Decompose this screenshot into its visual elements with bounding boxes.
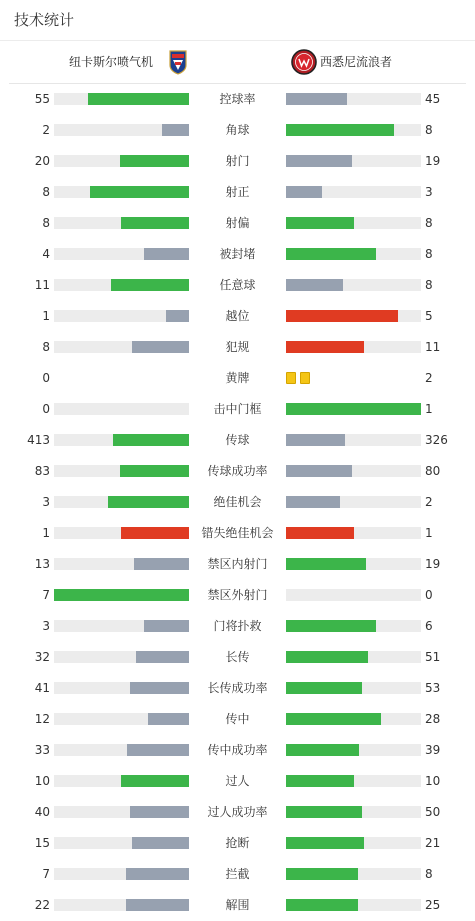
away-stat-bar: [286, 310, 421, 322]
stat-label: 被封堵: [219, 247, 256, 261]
stat-row: [0, 146, 475, 177]
home-stat-value: 3: [42, 495, 50, 509]
stat-row: [0, 487, 475, 518]
away-stat-value: 8: [425, 216, 433, 230]
home-stat-value: 15: [34, 836, 50, 850]
stat-row: [0, 270, 475, 301]
home-stat-bar: [54, 434, 189, 446]
away-stat-bar-fill: [286, 93, 347, 105]
home-team-name[interactable]: 纽卡斯尔喷气机: [68, 55, 153, 69]
away-stat-bar: [286, 527, 421, 539]
away-stat-bar-fill: [286, 217, 354, 229]
home-stat-value: 40: [34, 805, 50, 819]
away-stat-bar-fill: [286, 124, 394, 136]
stat-label: 越位: [225, 309, 250, 323]
home-stat-bar-fill: [126, 899, 189, 911]
stat-row: [0, 456, 475, 487]
yellow-card-icon: [286, 372, 296, 384]
stat-label: 错失绝佳机会: [201, 526, 274, 540]
home-stat-bar: [54, 93, 189, 105]
away-stat-value: 8: [425, 123, 433, 137]
away-stat-bar-fill: [286, 775, 354, 787]
stat-row: [0, 177, 475, 208]
stat-label: 射正: [225, 185, 250, 199]
away-stat-value: 19: [425, 154, 441, 168]
home-stat-bar-fill: [111, 279, 189, 291]
away-stat-bar-fill: [286, 186, 322, 198]
away-stat-bar-fill: [286, 837, 364, 849]
stat-row: [0, 332, 475, 363]
home-stat-value: 8: [42, 340, 50, 354]
home-stat-bar-fill: [120, 465, 189, 477]
away-stat-value: 25: [425, 898, 441, 912]
stat-label: 禁区外射门: [207, 588, 268, 602]
home-stat-bar: [54, 403, 189, 415]
away-stat-bar: [286, 155, 421, 167]
stat-row: [0, 394, 475, 425]
away-stat-value: 6: [425, 619, 433, 633]
away-stat-value: 8: [425, 867, 433, 881]
home-stat-bar-fill: [144, 620, 189, 632]
away-stat-bar-fill: [286, 155, 352, 167]
away-stat-bar-fill: [286, 434, 345, 446]
home-stat-value: 20: [34, 154, 50, 168]
away-stat-bar: [286, 713, 421, 725]
home-stat-value: 13: [34, 557, 50, 571]
away-stat-value: 8: [425, 247, 433, 261]
away-stat-value: 2: [425, 371, 433, 385]
away-stat-bar: [286, 589, 421, 601]
away-stat-value: 5: [425, 309, 433, 323]
stat-row: [0, 115, 475, 146]
stat-label: 黄牌: [225, 371, 250, 385]
home-stat-bar: [54, 496, 189, 508]
stat-label: 禁区内射门: [207, 557, 268, 571]
away-stat-bar-fill: [286, 403, 421, 415]
away-stat-bar-fill: [286, 682, 362, 694]
away-stat-bar-fill: [286, 744, 359, 756]
stat-row: [0, 828, 475, 859]
home-stat-value: 0: [42, 371, 50, 385]
away-stat-bar: [286, 217, 421, 229]
home-stat-bar-fill: [162, 124, 189, 136]
stat-row: [0, 84, 475, 115]
home-stat-value: 7: [42, 867, 50, 881]
home-stat-value: 7: [42, 588, 50, 602]
away-stat-bar: [286, 496, 421, 508]
away-stat-value: 11: [425, 340, 441, 354]
away-stat-bar: [286, 744, 421, 756]
stat-row: [0, 301, 475, 332]
away-stat-value: 19: [425, 557, 441, 571]
stat-label: 任意球: [219, 278, 256, 292]
home-stat-bar: [54, 744, 189, 756]
stat-label: 射门: [225, 154, 250, 168]
away-stat-bar: [286, 620, 421, 632]
western-sydney-wanderers-logo-icon[interactable]: [291, 49, 317, 75]
away-stat-value: 21: [425, 836, 441, 850]
away-stat-value: 28: [425, 712, 441, 726]
away-yellow-cards: [286, 372, 314, 384]
home-stat-value: 12: [34, 712, 50, 726]
home-stat-bar-fill: [113, 434, 189, 446]
away-stat-value: 326: [425, 433, 448, 447]
home-stat-value: 55: [34, 92, 50, 106]
stat-label: 射偏: [225, 216, 250, 230]
away-stat-bar: [286, 651, 421, 663]
stat-label: 长传成功率: [207, 681, 268, 695]
away-stat-bar: [286, 341, 421, 353]
stat-row: [0, 611, 475, 642]
away-stat-bar: [286, 403, 421, 415]
home-stat-value: 8: [42, 185, 50, 199]
away-stat-bar-fill: [286, 620, 376, 632]
away-stat-bar: [286, 248, 421, 260]
home-stat-bar-fill: [136, 651, 189, 663]
home-stat-value: 1: [42, 526, 50, 540]
stat-row: [0, 363, 475, 394]
stat-label: 犯规: [225, 340, 250, 354]
home-stat-bar: [54, 558, 189, 570]
home-stat-value: 10: [34, 774, 50, 788]
home-stat-bar: [54, 465, 189, 477]
home-stat-bar-fill: [121, 217, 189, 229]
stat-label: 传中: [225, 712, 250, 726]
page-title: 技术统计: [0, 0, 475, 41]
stat-row: [0, 766, 475, 797]
away-stat-value: 39: [425, 743, 441, 757]
home-stat-bar: [54, 186, 189, 198]
away-stat-bar: [286, 682, 421, 694]
home-stat-bar-fill: [126, 868, 189, 880]
home-stat-bar-fill: [144, 248, 189, 260]
home-stat-bar-fill: [130, 806, 189, 818]
home-stat-bar-fill: [54, 589, 189, 601]
away-stat-value: 50: [425, 805, 441, 819]
home-stat-value: 8: [42, 216, 50, 230]
away-stat-value: 3: [425, 185, 433, 199]
home-stat-bar-fill: [130, 682, 189, 694]
away-stat-bar-fill: [286, 806, 362, 818]
away-stat-bar-fill: [286, 341, 364, 353]
home-stat-bar: [54, 868, 189, 880]
home-stat-bar-fill: [88, 93, 189, 105]
home-stat-bar: [54, 620, 189, 632]
home-stat-value: 413: [27, 433, 50, 447]
home-stat-bar: [54, 775, 189, 787]
home-stat-bar-fill: [120, 155, 189, 167]
away-stat-bar: [286, 186, 421, 198]
away-stat-bar: [286, 806, 421, 818]
stat-label: 拦截: [225, 867, 250, 881]
stat-label: 传球: [225, 433, 250, 447]
home-stat-bar-fill: [134, 558, 189, 570]
stat-label: 控球率: [219, 92, 256, 106]
away-stat-value: 10: [425, 774, 441, 788]
away-stat-value: 51: [425, 650, 441, 664]
stat-label: 绝佳机会: [213, 495, 262, 509]
home-stat-bar: [54, 589, 189, 601]
home-stat-value: 22: [34, 898, 50, 912]
home-stat-bar: [54, 527, 189, 539]
away-stat-value: 45: [425, 92, 441, 106]
away-stat-bar-fill: [286, 279, 343, 291]
stat-row: [0, 673, 475, 704]
away-stat-bar: [286, 837, 421, 849]
stat-row: [0, 735, 475, 766]
stat-label: 击中门框: [213, 402, 262, 416]
away-stat-value: 80: [425, 464, 441, 478]
away-stat-bar-fill: [286, 868, 358, 880]
away-stat-bar-fill: [286, 651, 368, 663]
home-stat-bar-fill: [148, 713, 189, 725]
home-stat-bar-fill: [166, 310, 189, 322]
home-stat-bar: [54, 279, 189, 291]
away-team-name[interactable]: 西悉尼流浪者: [320, 55, 393, 69]
stat-row: [0, 518, 475, 549]
stat-row: [0, 797, 475, 828]
away-stat-bar: [286, 558, 421, 570]
newcastle-jets-logo-icon[interactable]: [169, 49, 187, 75]
stat-label: 传中成功率: [207, 743, 268, 757]
stat-label: 抢断: [225, 836, 250, 850]
away-stat-bar-fill: [286, 465, 352, 477]
away-stat-bar: [286, 775, 421, 787]
away-stat-bar: [286, 899, 421, 911]
home-stat-bar: [54, 713, 189, 725]
away-stat-bar-fill: [286, 496, 340, 508]
stat-row: [0, 580, 475, 611]
home-stat-bar: [54, 310, 189, 322]
away-stat-bar-fill: [286, 248, 376, 260]
stat-label: 门将扑救: [213, 619, 262, 633]
away-stat-bar-fill: [286, 899, 358, 911]
stat-label: 长传: [225, 650, 250, 664]
away-stat-bar-fill: [286, 558, 366, 570]
away-stat-bar: [286, 93, 421, 105]
home-stat-bar: [54, 682, 189, 694]
home-stat-bar-fill: [108, 496, 189, 508]
home-stat-bar: [54, 248, 189, 260]
home-stat-bar-fill: [90, 186, 189, 198]
home-stat-value: 33: [34, 743, 50, 757]
home-stat-bar: [54, 155, 189, 167]
home-stat-bar: [54, 124, 189, 136]
away-stat-bar: [286, 434, 421, 446]
away-stat-bar: [286, 465, 421, 477]
home-stat-value: 11: [34, 278, 50, 292]
stat-row: [0, 704, 475, 735]
away-stat-bar-fill: [286, 310, 398, 322]
stat-row: [0, 549, 475, 580]
home-stat-bar: [54, 899, 189, 911]
stat-row: [0, 890, 475, 921]
home-stat-bar: [54, 837, 189, 849]
home-stat-bar: [54, 806, 189, 818]
stat-row: [0, 239, 475, 270]
home-stat-bar-fill: [132, 837, 189, 849]
home-stat-bar: [54, 217, 189, 229]
stat-label: 角球: [225, 123, 250, 137]
stat-row: [0, 425, 475, 456]
home-stat-bar: [54, 341, 189, 353]
home-stat-value: 32: [34, 650, 50, 664]
home-stat-value: 2: [42, 123, 50, 137]
home-stat-value: 4: [42, 247, 50, 261]
stat-label: 传球成功率: [207, 464, 268, 478]
home-stat-value: 3: [42, 619, 50, 633]
stat-row: [0, 642, 475, 673]
away-stat-bar-fill: [286, 713, 381, 725]
home-stat-bar-fill: [132, 341, 189, 353]
away-stat-bar: [286, 279, 421, 291]
home-stat-bar-fill: [127, 744, 189, 756]
away-stat-value: 53: [425, 681, 441, 695]
home-stat-value: 1: [42, 309, 50, 323]
yellow-card-icon: [300, 372, 310, 384]
stat-label: 过人成功率: [207, 805, 268, 819]
home-stat-value: 0: [42, 402, 50, 416]
home-stat-value: 41: [34, 681, 50, 695]
home-stat-bar: [54, 651, 189, 663]
away-stat-value: 2: [425, 495, 433, 509]
stat-row: [0, 859, 475, 890]
home-stat-bar-fill: [121, 527, 189, 539]
stat-label: 过人: [225, 774, 250, 788]
away-stat-value: 8: [425, 278, 433, 292]
stat-row: [0, 208, 475, 239]
home-stat-value: 83: [34, 464, 50, 478]
home-stat-bar-fill: [121, 775, 189, 787]
away-stat-bar: [286, 868, 421, 880]
away-stat-bar: [286, 124, 421, 136]
teams-header: [9, 41, 466, 84]
stat-label: 解围: [225, 898, 250, 912]
away-stat-value: 1: [425, 402, 433, 416]
away-stat-bar-fill: [286, 527, 354, 539]
away-stat-value: 1: [425, 526, 433, 540]
away-stat-value: 0: [425, 588, 433, 602]
